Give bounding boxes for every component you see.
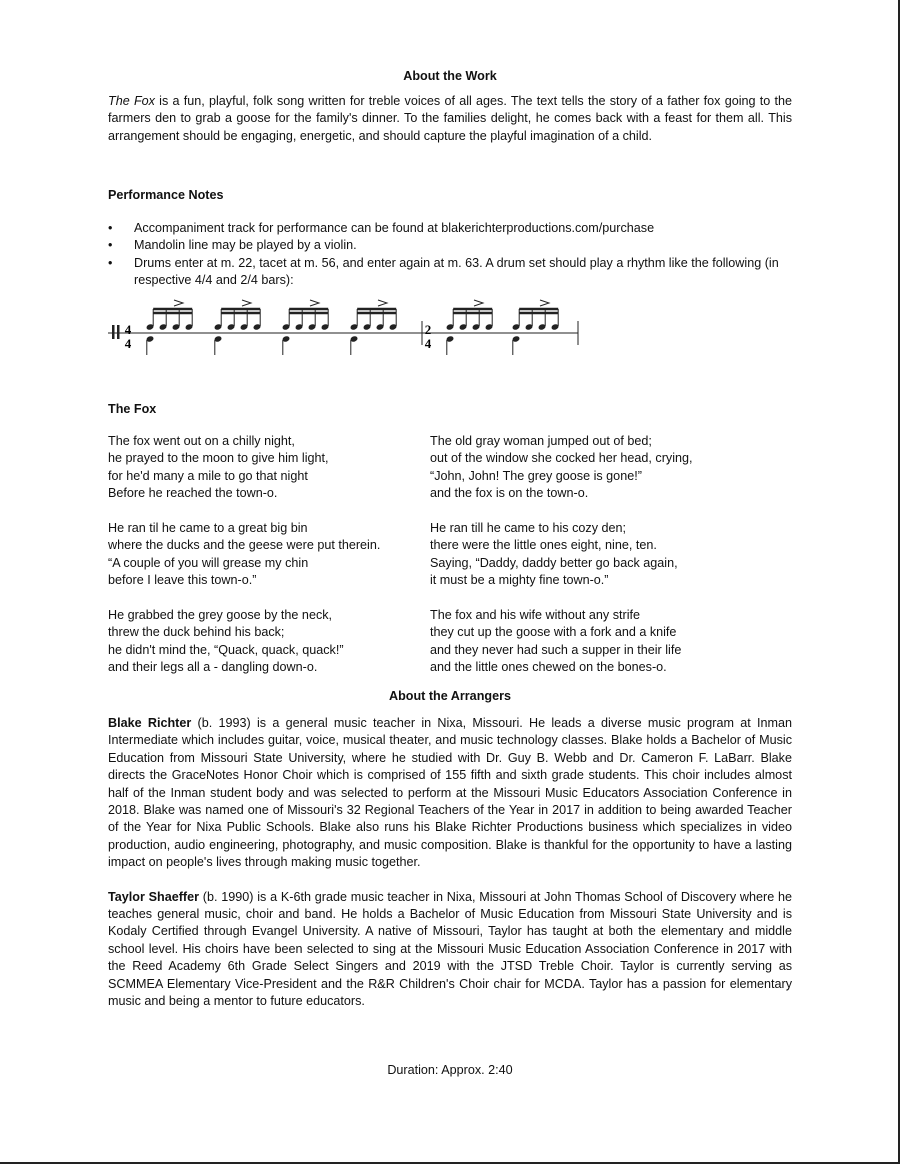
duration-text: Duration: Approx. 2:40: [387, 1063, 513, 1077]
taylor-bio: Taylor Shaeffer (b. 1990) is a K-6th grade music teacher in Nixa, Missouri at John Thomas School of Discovery where he teaches general music, choir and band. He holds a Bachelor of Music Education from Missouri State University and is Kodaly Certified through Evangel University. A native of Missouri, Taylor has taught at both the elementary and middle school level. His choirs have been selected to sing at the Missouri Music Education Association Conference in 2017 with the Reed Academy 6th Grade Select Singers and 2019 with the JTSD Treble Choir. Taylor is currently serving as SCMMEA Elementary Vice-President and the R&R Children's Choir chair for MCDA. Taylor has a passion for elementary music and being a mentor to future educators.: [108, 889, 792, 1009]
bullet-icon: •: [108, 221, 113, 235]
percussion-clef-icon: [117, 325, 120, 339]
stanza: He ran till he came to his cozy den; there were the little ones eight, nine, ten. Saying, “Daddy, daddy better go back again, it must be a mighty fine town-o.”: [430, 521, 678, 588]
time-sig-bottom-2: 4: [424, 336, 432, 351]
performance-notes-list: [108, 220, 792, 290]
lyrics-section: [108, 400, 792, 418]
lyrics-heading: The Fox: [108, 402, 157, 416]
accent-mark: [378, 300, 387, 306]
percussion-clef-icon: [112, 325, 115, 339]
accent-mark: [242, 300, 251, 306]
accent-mark: [474, 300, 483, 306]
note-item: • Mandolin line may be played by a violin.: [108, 237, 792, 254]
accent-mark: [540, 300, 549, 306]
about-work-section: [108, 67, 792, 145]
lyrics-right-column: [430, 433, 760, 694]
stanza: The fox went out on a chilly night, he prayed to the moon to give him light, for he'd many a mile to go that night Before he reached the town-o.: [108, 434, 329, 501]
stanza: He grabbed the grey goose by the neck, threw the duck behind his back; he didn't mind the, “Quack, quack, quack!” and their legs all a - dangling down-o.: [108, 608, 344, 675]
stanza: He ran til he came to a great big bin where the ducks and the geese were put therein. “A couple of you will grease my chin before I leave this town-o.”: [108, 521, 381, 588]
accent-mark: [310, 300, 319, 306]
stanza: The fox and his wife without any strife they cut up the goose with a fork and a knife and they never had such a supper in their life and the little ones chewed on the bones-o.: [430, 608, 682, 675]
accent-mark: [174, 300, 183, 306]
arrangers-section: [108, 687, 792, 1011]
bullet-icon: •: [108, 238, 113, 253]
blake-bio: Blake Richter (b. 1993) is a general music teacher in Nixa, Missouri. He leads a diverse music program at Inman Intermediate which includes guitar, voice, musical theater, and music technology classes. Blake holds a Bachelor of Music Education from Missouri State University, where he studied with Dr. Guy B. Webb and Dr. Cameron F. LaBarr. Blake directs the GraceNotes Honor Choir which is comprised of 155 fifth and sixth grade students. This choir includes almost half of the Inman student body and was selected to perform at the Missouri Music Educators Association Conference in 2018. Blake was named one of Missouri's 32 Regional Teachers of the Year in 2017 in addition to being awarded Teacher of the Year for Nixa Public Schools. Blake also runs his Blake Richter Productions business which specializes in video production, audio engineering, photography, and music composition. Blake is thankful for the opportunity to have a lasting impact on people's lives through making music together.: [108, 716, 792, 870]
performance-notes-heading: Performance Notes: [108, 188, 224, 202]
work-title: The Fox: [108, 94, 155, 108]
arrangers-heading: About the Arrangers: [389, 689, 511, 703]
time-sig-top-2: 2: [424, 322, 432, 337]
blake-name: Blake Richter: [108, 716, 192, 730]
drum-notation: [104, 297, 584, 369]
note-item: • Drums enter at m. 22, tacet at m. 56, and enter again at m. 63. A drum set should play a rhythm like the following (in respective 4/4 and 2/4 bars):: [108, 255, 779, 288]
performance-notes-section: [108, 186, 792, 290]
lyrics-left-column: [108, 433, 438, 694]
stanza: The old gray woman jumped out of bed; out of the window she cocked her head, crying, “John, John! The grey goose is gone!” and the fox is on the town-o.: [430, 434, 693, 501]
taylor-name: Taylor Shaeffer: [108, 889, 200, 904]
bullet-icon: •: [108, 255, 113, 270]
about-work-heading: About the Work: [403, 69, 497, 83]
time-sig-bottom-1: 4: [124, 336, 132, 351]
about-work-paragraph: [108, 93, 792, 145]
about-work-body: is a fun, playful, folk song written for treble voices of all ages. The text tells the story of a father fox going to the farmers den to grab a goose for the family's dinner. To the families delight, he comes back with a feast for them all. This arrangement should be engaging, energetic, and should capture the playful imagination of a child.: [108, 94, 792, 143]
time-sig-top-1: 4: [124, 322, 132, 337]
note-item: • Accompaniment track for performance can be found at blakerichterproductions.com/purchase: [108, 220, 792, 237]
